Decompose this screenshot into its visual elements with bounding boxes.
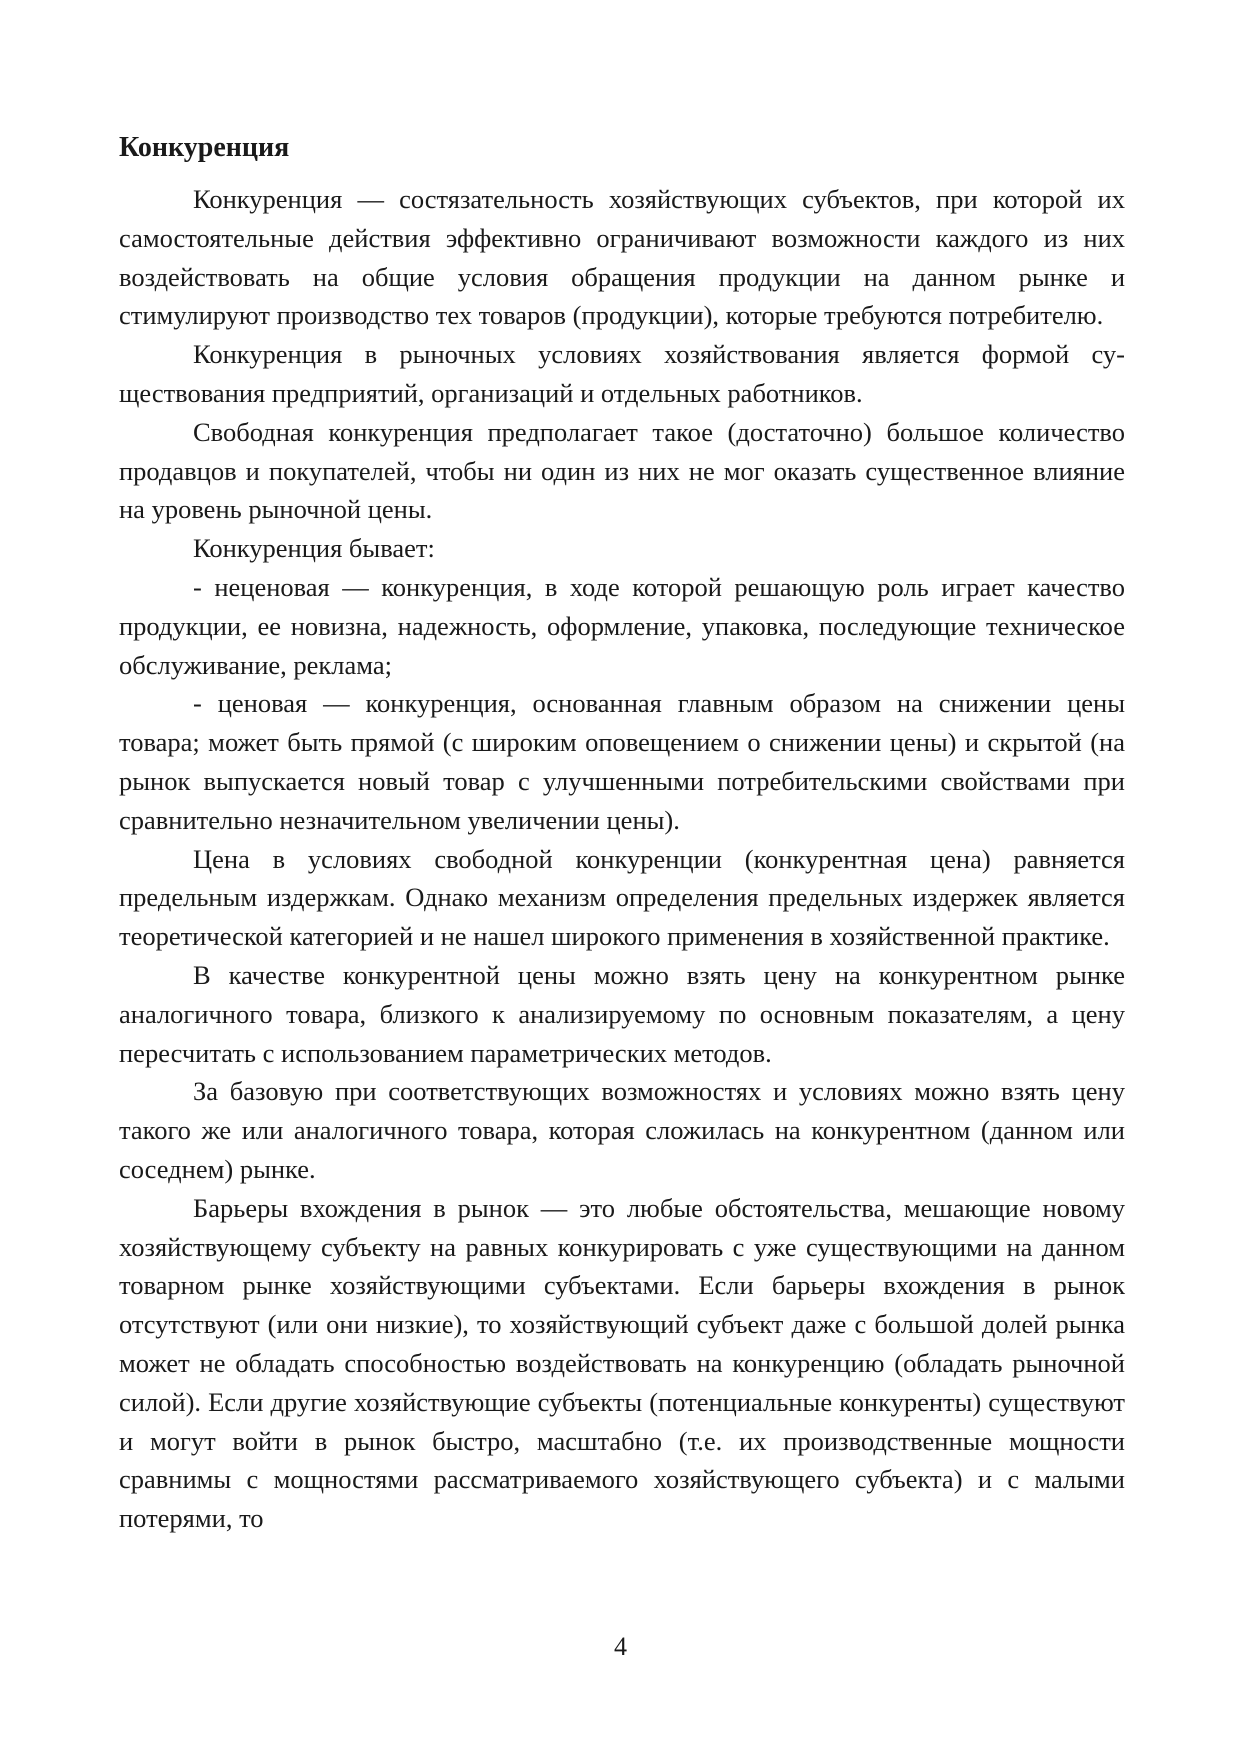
list-item-price: - ценовая — конкуренция, основанная главным образом на снижении цены товара; может быть прямой (с широким оповещением о снижении цены) и скрытой (на рынок выпускается новый товар с улучшенными потребительскими свойствами при сравнительно незначительном увеличении цены). <box>119 688 1125 835</box>
page-number: 4 <box>614 1632 627 1661</box>
paragraph-definition: Конкуренция — состязательность хозяйствующих субъектов, при которой их самостоятельные действия эффективно ограничивают возможности каждого из них воздействовать на общие условия обращения продукции на данном рынке и стимулируют производство тех товаров (продукции), которые требуются потребителю. <box>119 184 1125 331</box>
paragraph-competitive-price: Цена в условиях свободной конкуренции (конкурентная цена) равняется предельным издержкам. Однако механизм определения предельных издержек является теоретической категорией и не нашел широкого применения в хозяйственной практике. <box>119 843 1125 952</box>
paragraph-types-intro: Конкуренция бывает: <box>193 533 435 564</box>
paragraph-analog-price: В качестве конкурентной цены можно взять цену на конкурентном рынке аналогичного товара, близкого к анализируемому по основным показателям, а цену пересчитать с использованием параметрических методов. <box>119 959 1125 1068</box>
paragraph-base-price: За базовую при соответствующих возможностях и условиях можно взять цену такого же или аналогичного товара, которая сложилась на конкурентном (данном или соседнем) рынке. <box>119 1076 1125 1184</box>
paragraph-free-competition: Свободная конкуренция предполагает такое (достаточно) большое количество продавцов и покупателей, чтобы ни один из них не мог оказать существенное влияние на уровень рыночной цены. <box>119 416 1125 525</box>
list-item-non-price: - неценовая — конкуренция, в ходе которой решающую роль играет качество продукции, ее новизна, надежность, оформление, упаковка, последующие техническое обслуживание, реклама; <box>119 571 1125 680</box>
paragraph-market-form: Конкуренция в рыночных условиях хозяйствования является формой существования предприятий, организаций и отдельных работников. <box>119 339 1125 408</box>
section-heading: Конкуренция <box>119 132 290 163</box>
paragraph-entry-barriers: Барьеры вхождения в рынок — это любые обстоятельства, мешающие новому хозяйствующему субъекту на равных конкурировать с уже существующими на данном товарном рынке хозяйствующими субъектами. Если барьеры вхождения в рынок отсутствуют (или они низкие), то хозяйствующий субъект даже с большой долей рынка может не обладать способностью воздействовать на конкуренцию (обладать рыночной силой). Если другие хозяйствующие субъекты (потенциальные конкуренты) существуют и могут войти в рынок быстро, масштабно (т.е. их производственные мощности сравнимы с мощностями рассматриваемого хозяйствующего субъекта) и с малыми потерями, то <box>119 1192 1125 1534</box>
page-content <box>119 130 1125 1538</box>
